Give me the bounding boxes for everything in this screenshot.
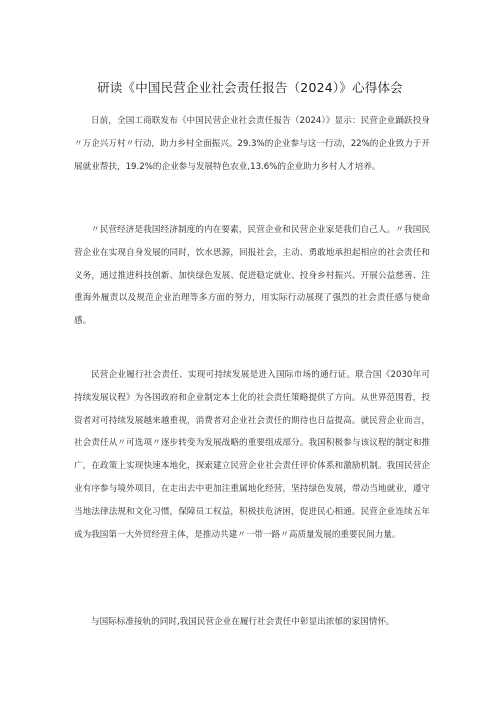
paragraph-intro: 日前，全国工商联发布《中国民营企业社会责任报告（2024）》显示：民营企业踊跃投身〃万企兴万村〃行动，助力乡村全面振兴。29.3%的企业参与这一行动，22%的企业致力于开展就业帮扶，19.2%的企业参与发展特色农业,13.6%的企业助力乡村人才培养。 [74,116,430,172]
document-title: 研读《中国民营企业社会责任报告（2024）》心得体会 [97,80,403,95]
paragraph-private-economy: 〃民营经济是我国经济制度的内在要素，民营企业和民营企业家是我们自己人。〃我国民营企业在实现自身发展的同时，饮水思源，回报社会，主动、勇敢地承担起相应的社会责任和义务，通过推进科技创新、加快绿色发展、促进稳定就业、投身乡村振兴、开展公益慈善、注重海外履责以及规范企业治理等多方面的努力，用实际行动展现了强烈的社会责任感与使命感。 [74,225,430,327]
paragraph-patriotism: 与国际标准接轨的同时,我国民营企业在履行社会责任中彰显出浓郁的家国情怀。 [91,617,395,627]
paragraph-international-market: 民营企业履行社会责任、实现可持续发展是进入国际市场的通行证。联合国《2030年可持续发展议程》为各国政府和企业制定本土化的社会责任策略提供了方向。从世界范围看，投资者对可持续发展越来越重视，消费者对企业社会责任的期待也日益提高。就民营企业而言，社会责任从〃可选项〃逐步转变为发展战略的重要组成部分。我国积极参与该议程的制定和推广，在政策上实现快速本地化，探索建立民营企业社会责任评价体系和激励机制。我国民营企业有序参与境外项目，在走出去中更加注重属地化经营，坚持绿色发展，带动当地就业，遵守当地法律法规和文化习惯，保障员工权益，积极扶危济困，促进民心相通。民营企业连续五年成为我国第一大外贸经营主体，是推动共建〃一带一路〃高质量发展的重要民间力量。 [74,370,430,540]
